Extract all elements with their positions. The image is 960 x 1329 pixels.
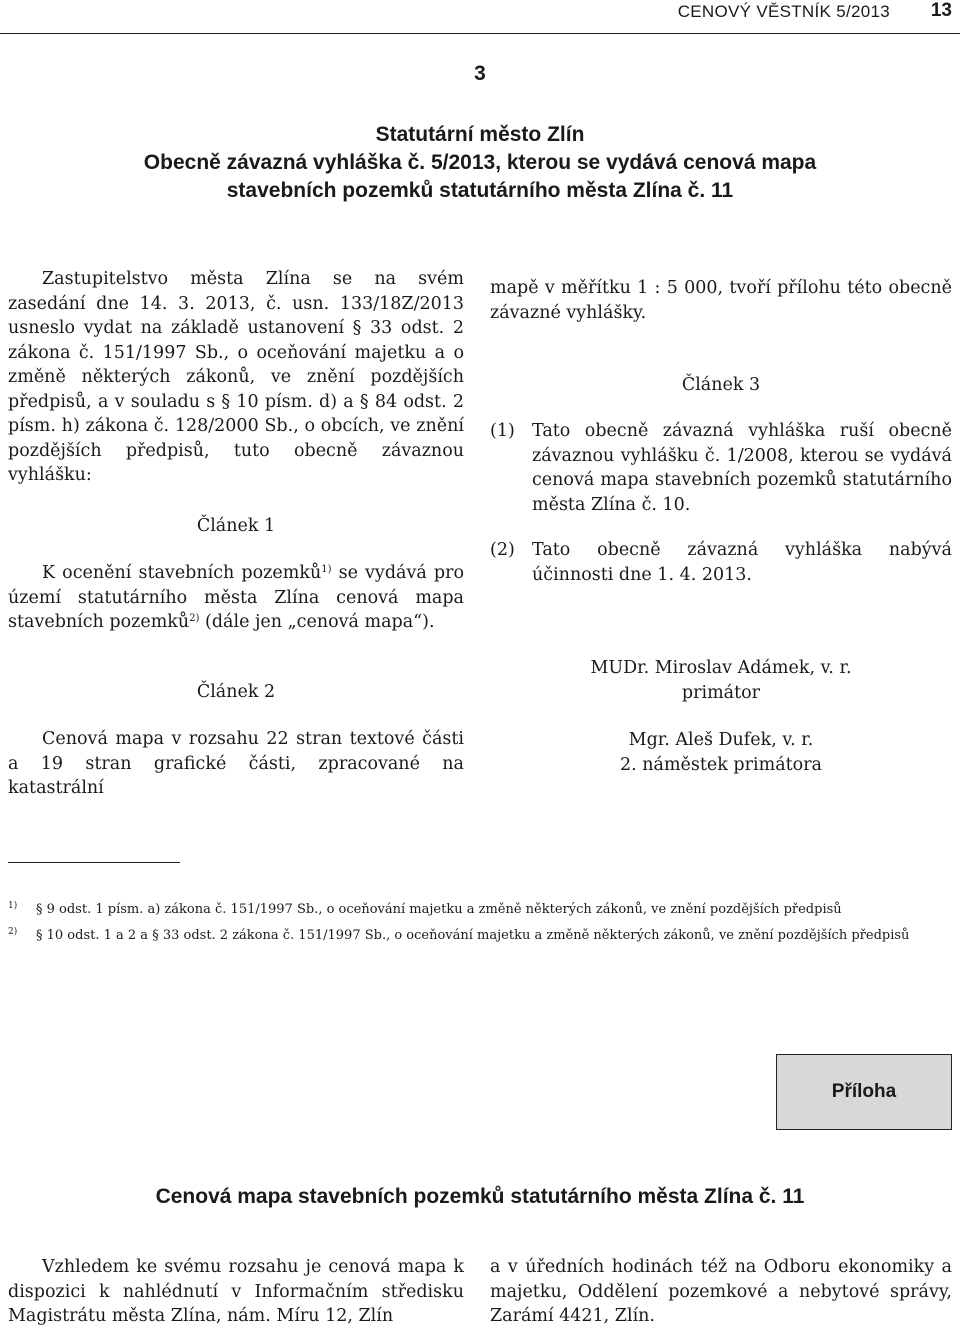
left-column (8, 267, 464, 488)
right-column (490, 276, 952, 325)
footnote-ref-1: 1) (321, 564, 332, 575)
signature-block-1 (490, 656, 952, 705)
signatory-1-role: primátor (681, 682, 761, 703)
footnote-1-text: § 9 odst. 1 písm. a) zákona č. 151/1997 Sb., o oceňování majetku a změně některých zákonů, ve znění pozdějších předpisů (36, 902, 842, 917)
article-1-text (8, 561, 464, 635)
article-1-heading: Článek 1 (196, 516, 276, 536)
article-3 (490, 373, 952, 397)
article-3-item-1 (490, 419, 952, 517)
item-2-text: Tato obecně závazná vyhláška nabývá účinnosti dne 1. 4. 2013. (532, 540, 952, 585)
signatory-1-name: MUDr. Miroslav Adámek, v. r. (590, 658, 852, 678)
footnote-rule (8, 862, 180, 863)
title-line-1: Statutární město Zlín (375, 123, 585, 146)
appendix-label-box: Příloha (776, 1054, 952, 1130)
article-1-text-part3: (dále jen „cenová mapa“). (199, 612, 435, 632)
footnote-2-mark: 2) (8, 927, 18, 937)
appendix-right-text: a v úředních hodinách též na Odboru ekonomiky a majetku, Oddělení pozemkové a nebytové správy, Zarámí 4421, Zlín. (490, 1257, 952, 1326)
appendix-right-text-block (490, 1255, 952, 1329)
appendix-title: Cenová mapa stavebních pozemků statutárního města Zlína č. 11 (155, 1185, 805, 1208)
journal-title: CENOVÝ VĚSTNÍK 5/2013 (677, 2, 890, 21)
article-1-text-part2: se vydává pro území statutárního města Zlína cenová mapa stavebních pozemků (8, 563, 464, 632)
list-item (490, 538, 952, 587)
document-title (0, 121, 960, 205)
article-2-body (8, 727, 464, 801)
article-1-text-part1: K ocenění stavebních pozemků (42, 563, 322, 583)
article-3-heading: Článek 3 (681, 375, 761, 395)
footnote-2-text: § 10 odst. 1 a 2 a § 33 odst. 2 zákona č. 151/1997 Sb., o oceňování majetku a změně některých zákonů, ve znění pozdějších předpisů (36, 928, 910, 943)
article-2-heading: Článek 2 (196, 682, 276, 702)
header-rule (0, 33, 960, 34)
intro-paragraph: Zastupitelstvo města Zlína se na svém zasedání dne 14. 3. 2013, č. usn. 133/18Z/2013 usneslo vydat na základě ustanovení § 33 odst. 2 zákona č. 151/1997 Sb., o oceňování majetku a o změně některých zákonů, ve znění pozdějších předpisů, a v souladu s § 10 písm. d) a § 84 odst. 2 písm. h) zákona č. 128/2000 Sb., o obcích, ve znění pozdějších předpisů, tuto obecně závaznou vyhlášku: (8, 269, 464, 485)
signature-block-2 (490, 728, 952, 777)
article-3-item-2 (490, 538, 952, 587)
title-line-2: Obecně závazná vyhláška č. 5/2013, kterou se vydává cenová mapa (143, 151, 817, 174)
list-item (490, 419, 952, 517)
signatory-2-role: 2. náměstek primátora (619, 754, 822, 775)
footnote-ref-2: 2) (189, 613, 200, 624)
appendix-left-text: Vzhledem ke svému rozsahu je cenová mapa k dispozici k nahlédnutí v Informačním středisku Magistrátu města Zlína, nám. Míru 12, Zlín (8, 1257, 464, 1326)
article-1-body (8, 561, 464, 635)
title-line-3: stavebních pozemků statutárního města Zlína č. 11 (226, 179, 734, 202)
signatory-2-name: Mgr. Aleš Dufek, v. r. (628, 730, 814, 750)
item-1-number: (1) (490, 421, 515, 441)
appendix-left-text-block (8, 1255, 464, 1329)
article-2-text: Cenová mapa v rozsahu 22 stran textové části a 19 stran grafické části, zpracované na katastrální (8, 729, 464, 798)
item-2-number: (2) (490, 540, 515, 560)
page-number: 13 (930, 0, 952, 21)
footnote-1-mark: 1) (8, 901, 18, 911)
article-2 (8, 680, 464, 704)
document-number: 3 (474, 62, 486, 85)
article-1 (8, 514, 464, 538)
article-2-continuation: mapě v měřítku 1 : 5 000, tvoří přílohu této obecně závazné vyhlášky. (490, 278, 952, 323)
item-1-text: Tato obecně závazná vyhláška ruší obecně závaznou vyhlášku č. 1/2008, kterou se vydává cenová mapa stavebních pozemků statutárního města Zlína č. 10. (532, 421, 952, 515)
